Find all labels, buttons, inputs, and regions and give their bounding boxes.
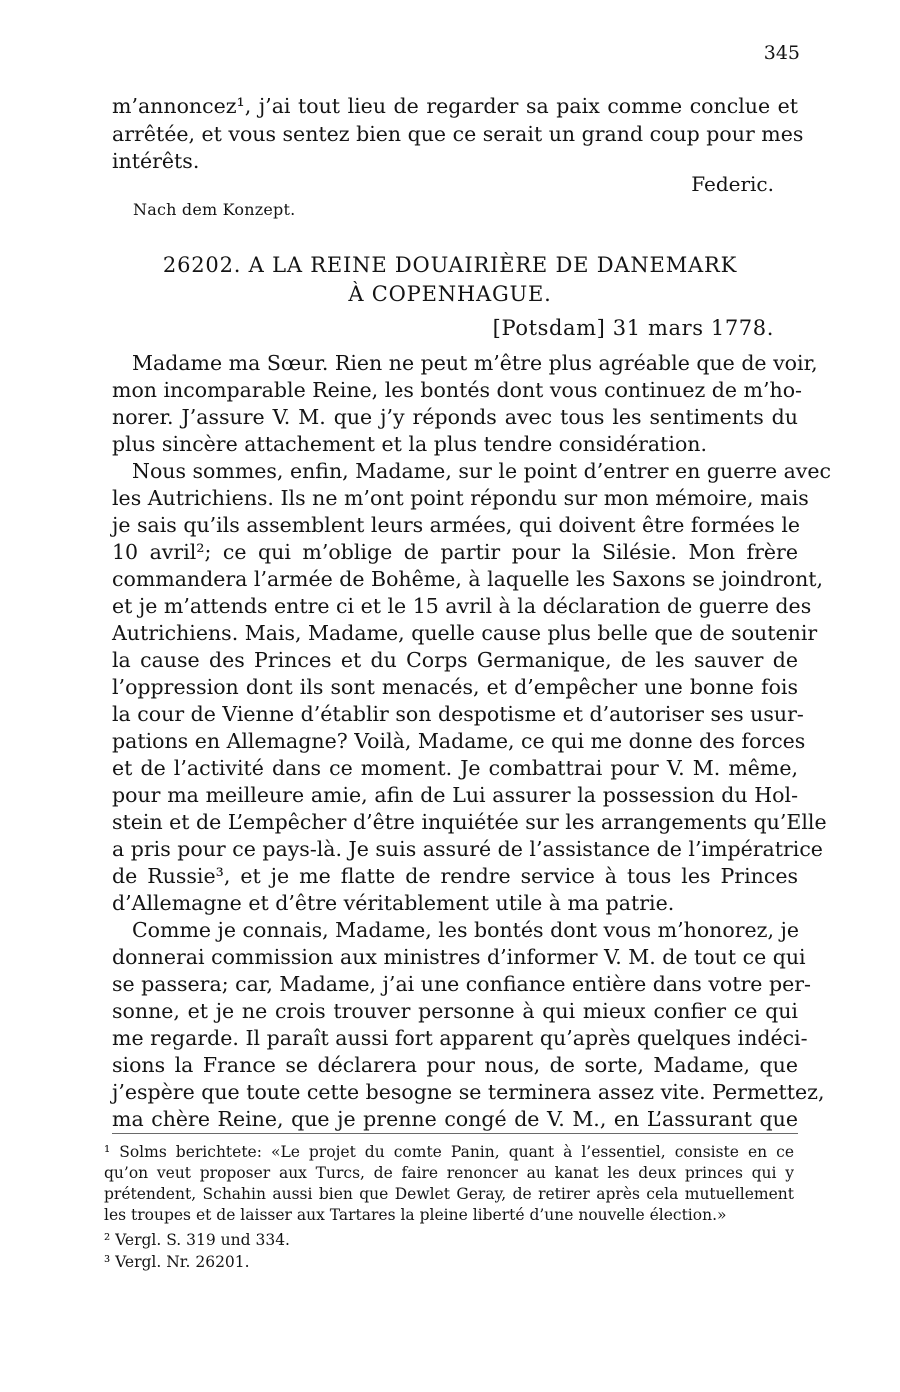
source-note: Nach dem Konzept. [133, 200, 296, 219]
letter-line: pations en Allemagne? Voilà, Madame, ce qui me donne des forces [112, 729, 806, 753]
letter-line: 10 avril²; ce qui m’oblige de partir pour la Silésie. Mon frère [112, 540, 798, 564]
footnote-line: prétendent, Schahin aussi bien que Dewlet Geray, de retirer après cela mutuellement [104, 1185, 794, 1203]
dateline: [Potsdam] 31 mars 1778. [492, 316, 774, 340]
letter-line: la cause des Princes et du Corps Germanique, de les sauver de [112, 648, 798, 672]
letter-line: d’Allemagne et d’être véritablement utile à ma patrie. [112, 891, 675, 915]
letter-line: Comme je connais, Madame, les bontés dont vous m’honorez, je [132, 918, 799, 942]
continuation-line: intérêts. [112, 149, 200, 173]
letter-line: sonne, et je ne crois trouver personne à qui mieux confier ce qui [112, 999, 798, 1023]
letter-line: a pris pour ce pays-là. Je suis assuré de l’assistance de l’impératrice [112, 837, 823, 861]
footnote-rule [112, 1133, 798, 1134]
letter-heading-place: À COPENHAGUE. [348, 282, 552, 306]
signature: Federic. [691, 172, 774, 196]
letter-line: Nous sommes, enfin, Madame, sur le point d’entrer en guerre avec [132, 459, 832, 483]
letter-line: norer. J’assure V. M. que j’y réponds avec tous les sentiments du [112, 405, 798, 429]
letter-line: et je m’attends entre ci et le 15 avril à la déclaration de guerre des [112, 594, 812, 618]
letter-line: j’espère que toute cette besogne se terminera assez vite. Permettez, [112, 1080, 825, 1104]
letter-line: la cour de Vienne d’établir son despotisme et d’autoriser ses usur- [112, 702, 804, 726]
letter-line: Autrichiens. Mais, Madame, quelle cause plus belle que de soutenir [112, 621, 818, 645]
letter-line: pour ma meilleure amie, afin de Lui assurer la possession du Hol- [112, 783, 798, 807]
letter-line: donnerai commission aux ministres d’informer V. M. de tout ce qui [112, 945, 806, 969]
letter-line: plus sincère attachement et la plus tendre considération. [112, 432, 708, 456]
letter-line: et de l’activité dans ce moment. Je combattrai pour V. M. même, [112, 756, 798, 780]
footnote-line: les troupes et de laisser aux Tartares la pleine liberté d’une nouvelle élection.» [104, 1206, 727, 1224]
letter-line: Madame ma Sœur. Rien ne peut m’être plus agréable que de voir, [132, 351, 818, 375]
letter-line: stein et de L’empêcher d’être inquiétée sur les arrangements qu’Elle [112, 810, 827, 834]
letter-line: l’oppression dont ils sont menacés, et d’empêcher une bonne fois [112, 675, 798, 699]
letter-line: se passera; car, Madame, j’ai une confiance entière dans votre per- [112, 972, 811, 996]
footnote-line: ² Vergl. S. 319 und 334. [104, 1231, 290, 1249]
letter-line: je sais qu’ils assemblent leurs armées, qui doivent être formées le [112, 513, 801, 537]
footnote-line: ¹ Solms berichtete: «Le projet du comte Panin, quant à l’essentiel, consiste en ce [104, 1143, 794, 1161]
letter-line: me regarde. Il paraît aussi fort apparent qu’après quelques indéci- [112, 1026, 808, 1050]
footnote-line: qu’on veut proposer aux Turcs, de faire renoncer au kanat les deux princes qui y [104, 1164, 794, 1182]
letter-line: les Autrichiens. Ils ne m’ont point répondu sur mon mémoire, mais [112, 486, 809, 510]
letter-line: de Russie³, et je me flatte de rendre service à tous les Princes [112, 864, 798, 888]
letter-line: commandera l’armée de Bohême, à laquelle les Saxons se joindront, [112, 567, 824, 591]
letter-line: mon incomparable Reine, les bontés dont vous continuez de m’ho- [112, 378, 802, 402]
page-number: 345 [763, 42, 800, 64]
letter-line: sions la France se déclarera pour nous, de sorte, Madame, que [112, 1053, 798, 1077]
continuation-line: arrêtée, et vous sentez bien que ce serait un grand coup pour mes [112, 122, 804, 146]
continuation-line: m’annoncez¹, j’ai tout lieu de regarder sa paix comme conclue et [112, 94, 798, 118]
letter-line: ma chère Reine, que je prenne congé de V. M., en L’assurant que [112, 1107, 798, 1131]
letter-heading: 26202. A LA REINE DOUAIRIÈRE DE DANEMARK [162, 253, 738, 277]
footnote-line: ³ Vergl. Nr. 26201. [104, 1253, 250, 1271]
